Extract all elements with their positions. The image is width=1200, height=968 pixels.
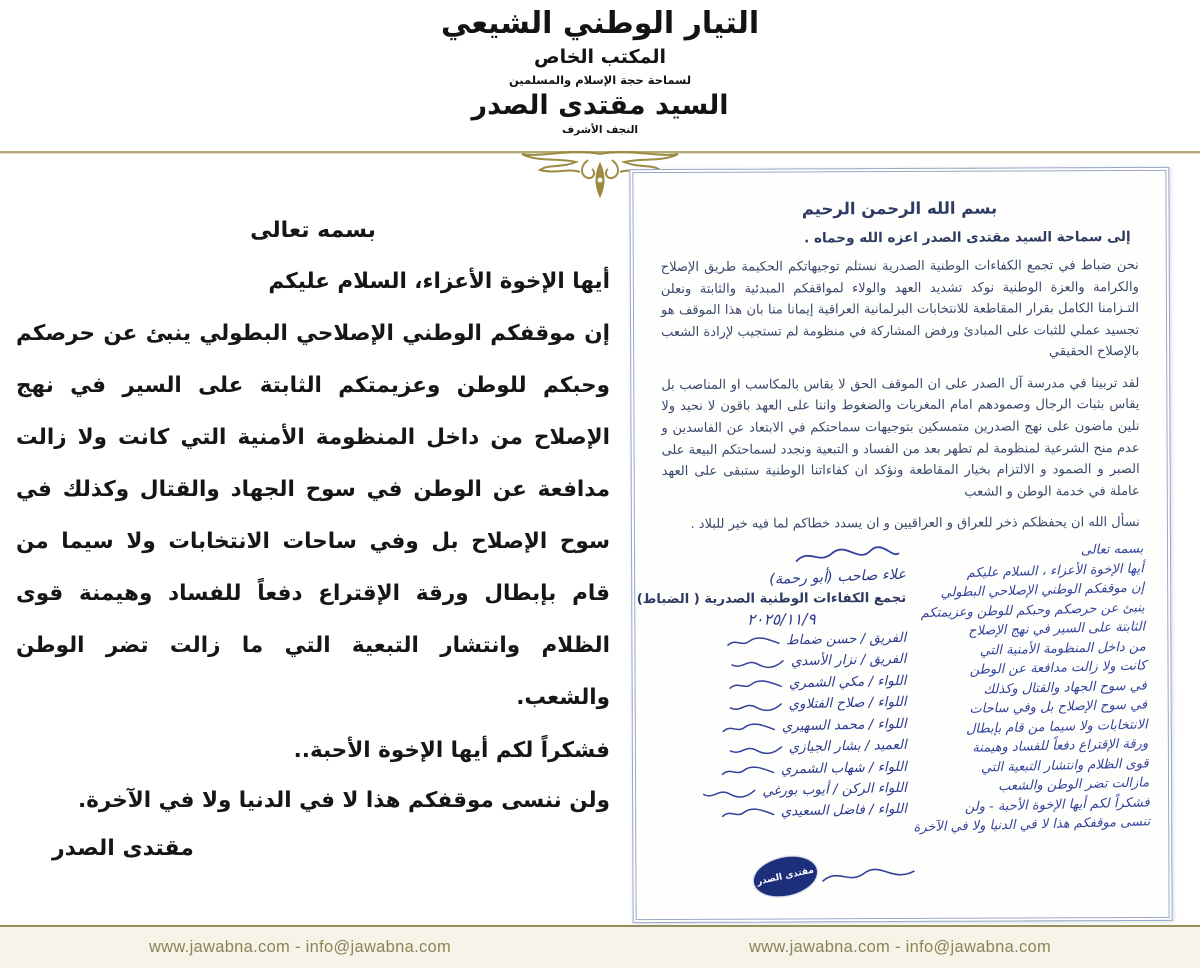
reply-line: مازالت تضر الوطن والشعب xyxy=(997,775,1150,795)
signatory-name: اللواء / مكي الشمري xyxy=(788,673,907,692)
group-name: تجمع الكفاءات الوطنية الصدرية ( الضباط) xyxy=(636,590,907,608)
scan-paragraph-3: نسأل الله ان يحفظكم ذخر للعراق و العراقيين و ان يسدد خطاكم لما فيه خير للبلاد . xyxy=(690,515,1140,533)
scan-paragraph-1: نحن ضباط في تجمع الكفاءات الوطنية الصدرية نستلم توجيهاتكم الحكيمة طريق الإصلاح والكرامة والعزة الوطنية نوكد تشديد العهد والولاء لمواقفكم المبدئية والثابتة ونعلن التـزامنا الكامل بقرار المقاطعة للانتخابات البرلمانية العراقية إيمانا منا بان هذا الموقف هو تجسيد عملي للثبات على المبادئ ورفض المشاركة في منظومة لم تستجيب لإرادة الشعب بالإصلاح الحقيقي xyxy=(660,257,1140,360)
letterhead-organization: التيار الوطني الشيعي xyxy=(440,6,760,41)
reply-line: كانت ولا زالت مدافعة عن الوطن xyxy=(969,658,1147,678)
footer-contact-left: www.jawabna.com - info@jawabna.com xyxy=(148,938,452,956)
signatory-name: العميد / بشار الجيازي xyxy=(788,737,907,756)
scan-paragraph-2: لقد تربينا في مدرسة آل الصدر على ان الموقف الحق لا يقاس بالمكاسب او المناصب بل يقاس بثبات الرجال وصمودهم امام المغريات والضغوط واننا على العهد باقون لا نحيد ولا نلين ماضون على نهج الصدرين متمسكين بتوجيهات سماحتكم في الابتعاد عن الفاسدين و عدم منح الشرعية لمنظومة لم تطهر بعد من الفساد و التبعية ونجدد لسماحتكم البيعة على الصبر و الصمود و الالتزام بخيار المقاطعة ونؤكد ان كفاءاتنا الوطنية ستبقى على العهد عاملة في خدمة الوطن و الشعب xyxy=(661,375,1140,500)
footer-contact-right: www.jawabna.com - info@jawabna.com xyxy=(748,938,1052,956)
reply-line: ينبئ عن حرصكم وحبكم للوطن وعزيمتكم xyxy=(920,599,1145,621)
letter-body: إن موقفكم الوطني الإصلاحي البطولي ينبئ عن حرصكم وحبكم للوطن وعزيمتكم الثابتة على السير في نهج الإصلاح من داخل المنظومة الأمنية التي كانت ولا زالت مدافعة عن الوطن في سوح الجهاد والقتال وكذلك في سوح الإصلاح بل وفي ساحات الانتخابات ولا سيما من قام بإبطال ورقة الإقتراع دفعاً للفساد وهيمنة قوى الظلام وانتشار التبعية التي ما زالت تضر الوطن والشعب. xyxy=(16,321,610,710)
letter-sender-name: مقتدى الصدر xyxy=(52,836,194,861)
reply-line: تنسى موقفكم هذا لا في الدنيا ولا في الآخرة xyxy=(913,814,1151,836)
signature-squiggle-icon xyxy=(720,806,776,821)
scanned-reply-document xyxy=(629,167,1172,923)
signatory-name: اللواء / فاضل السعيدي xyxy=(780,802,908,820)
letter-bismillah: بسمه تعالى xyxy=(250,218,376,243)
signatory-name: الفريق / نزار الأسدي xyxy=(790,652,907,670)
handwritten-reply xyxy=(903,539,1150,837)
oval-stamp xyxy=(750,851,821,902)
letter-promise: ولن ننسى موقفكم هذا لا في الدنيا ولا في الآخرة. xyxy=(78,788,610,813)
typed-letter xyxy=(16,218,610,861)
signature-squiggle-icon xyxy=(701,785,757,800)
signature-squiggle-icon xyxy=(818,863,918,891)
footer-bar xyxy=(0,925,1200,968)
signature-squiggle-icon xyxy=(721,720,777,735)
reply-line: ورقة الإقتراع دفعاً للفساد وهيمنة xyxy=(972,736,1149,756)
reply-line: قوى الظلام وانتشار التبعية التي xyxy=(980,755,1149,776)
signature-squiggle-icon xyxy=(730,656,786,671)
handwritten-section xyxy=(636,541,1151,837)
signatory-name: اللواء / محمد السهيري xyxy=(781,716,907,735)
signature-squiggle-icon xyxy=(725,634,781,649)
reply-line: الثابتة على السير في نهج الإصلاح xyxy=(967,619,1146,639)
letterhead xyxy=(0,6,1200,136)
letter-thanks: فشكراً لكم أيها الإخوة الأحبة.. xyxy=(293,738,610,763)
letterhead-office: المكتب الخاص xyxy=(534,46,666,68)
letterhead-name: السيد مقتدى الصدر xyxy=(471,90,729,121)
letter-salutation: أيها الإخوة الأعزاء، السلام عليكم xyxy=(268,269,610,294)
signatory-name: الفريق / حسن ضماط xyxy=(786,630,907,649)
scan-addressee: إلى سماحة السيد مقتدى الصدر اعزه الله وحماه . xyxy=(804,228,1131,247)
signature-squiggle-icon xyxy=(720,763,776,778)
signature-squiggle-icon xyxy=(727,698,783,713)
signatory-name: اللواء الركن / أيوب بورغي xyxy=(762,780,908,799)
scan-bismillah: بسم الله الرحمن الرحيم xyxy=(801,198,998,219)
reply-line: أيها الإخوة الأعزاء ، السلام عليكم xyxy=(966,560,1144,581)
signatures-column xyxy=(636,543,908,837)
signature-squiggle-icon xyxy=(728,677,784,692)
reply-line: بسمه تعالى xyxy=(1080,541,1144,558)
signatory-name: اللواء / صلاح الفتلاوي xyxy=(788,695,907,713)
signatory-row xyxy=(657,799,907,826)
handwritten-date: ٢٠٢٥/١١/٩ xyxy=(746,610,816,629)
signer-name: علاء صاحب (أبو رحمة) xyxy=(768,566,907,588)
reply-line: فشكراً لكم أيها الإخوة الأحبة - ولن xyxy=(964,794,1150,815)
reply-line: إن موقفكم الوطني الإصلاحي البطولي xyxy=(940,580,1145,601)
letterhead-dedication: لسماحة حجة الإسلام والمسلمين xyxy=(508,73,692,87)
letterhead-city: النجف الأشرف xyxy=(561,124,639,136)
reply-line: الانتخابات ولا سيما من قام بإبطال xyxy=(965,716,1148,737)
reply-line: من داخل المنظومة الأمنية التي xyxy=(979,638,1146,659)
signatory-name: اللواء / شهاب الشمري xyxy=(780,759,908,778)
signature-squiggle-icon xyxy=(728,741,784,756)
reply-line: في سوح الإصلاح بل وفي ساحات xyxy=(969,697,1148,717)
stamp-text: مقتدى الصدر xyxy=(756,865,815,888)
reply-line: في سوح الجهاد والقتال وكذلك xyxy=(983,677,1147,697)
